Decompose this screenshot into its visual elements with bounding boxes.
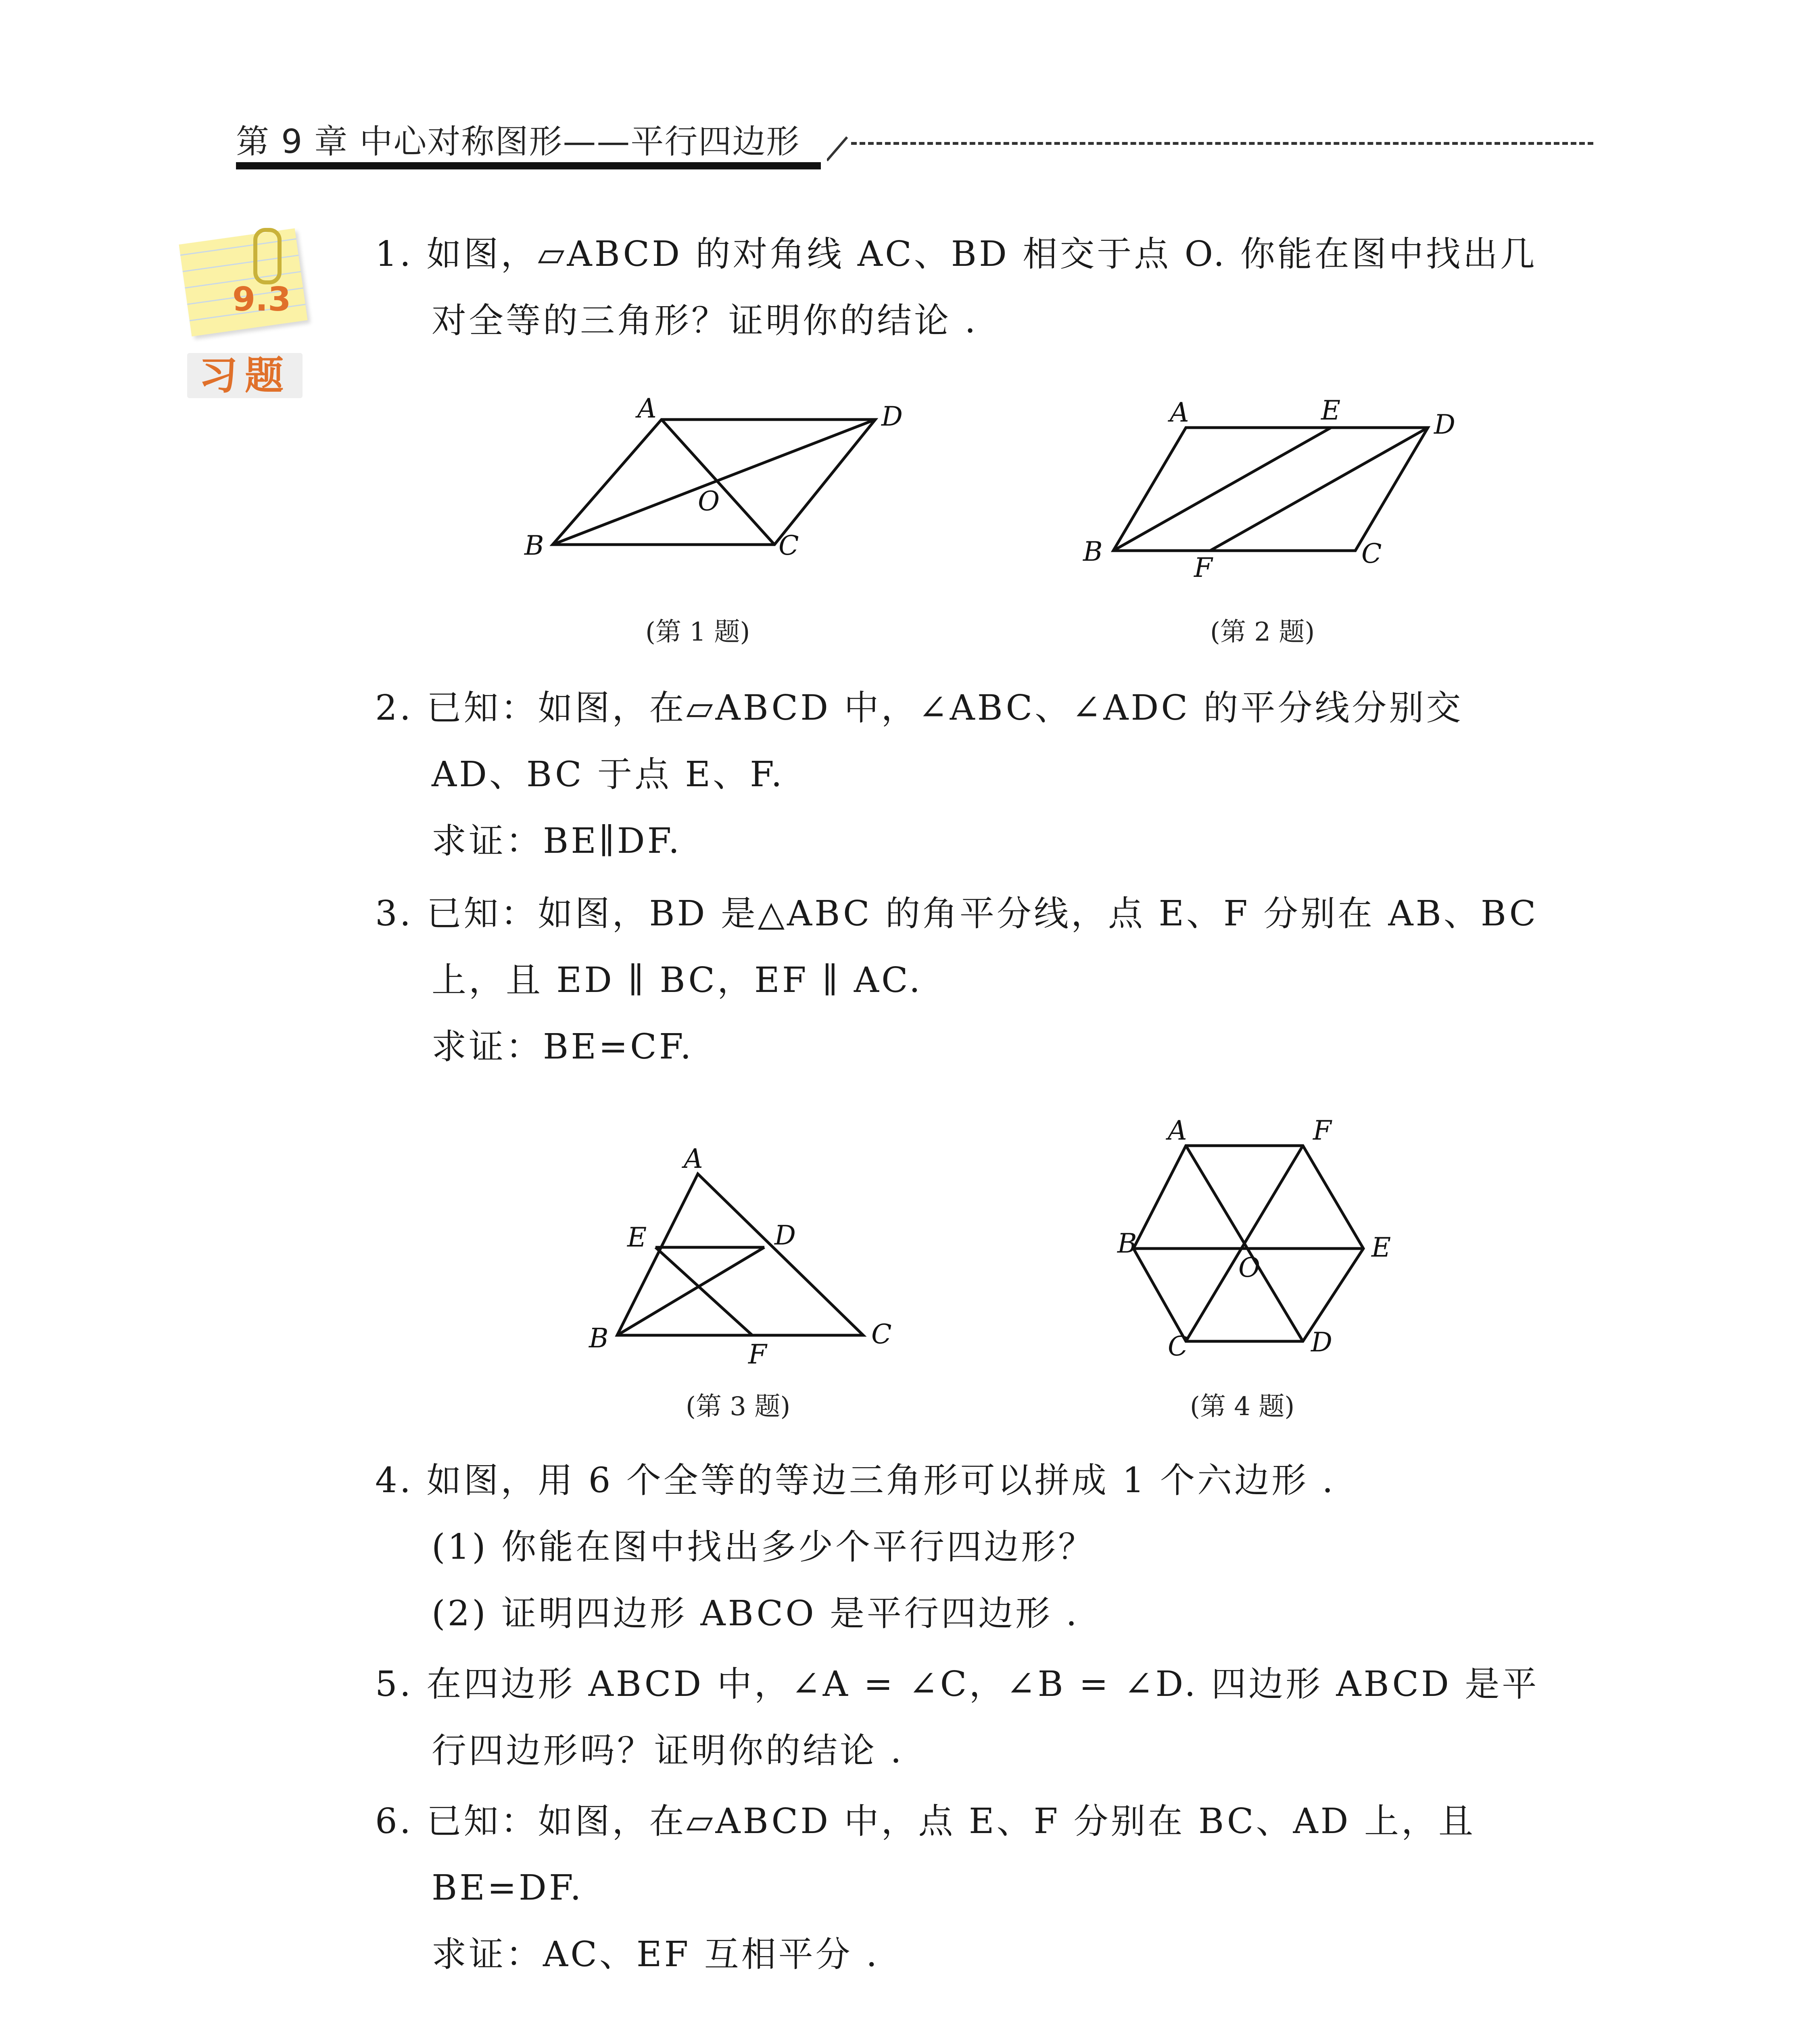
label-o: O xyxy=(1238,1252,1261,1283)
label-a: A xyxy=(1170,397,1189,428)
label-d: D xyxy=(774,1220,796,1251)
problem-3-text-cont: 上，且 ED ∥ BC，EF ∥ AC. xyxy=(432,960,923,1000)
header-rule xyxy=(236,162,821,169)
header-slash xyxy=(827,133,851,161)
problem-5-text: 5. 在四边形 ABCD 中，∠A = ∠C，∠B = ∠D. 四边形 ABCD 是平 xyxy=(375,1664,1539,1704)
parallelogram-abcd xyxy=(1113,428,1428,551)
hexagon-afedcb xyxy=(1133,1146,1363,1341)
problem-4-part-2: (2) 证明四边形 ABCO 是平行四边形 . xyxy=(432,1593,1079,1634)
label-f: F xyxy=(1313,1115,1332,1146)
label-a: A xyxy=(1168,1115,1187,1146)
header-dashed-line xyxy=(851,142,1593,145)
problem-2-prove: 求证：BE∥DF. xyxy=(432,821,682,861)
figure-4 xyxy=(1097,1113,1420,1363)
label-e: E xyxy=(627,1222,647,1253)
problem-2-text: 2. 已知：如图，在▱ABCD 中，∠ABC、∠ADC 的平分线分别交 xyxy=(375,688,1463,728)
problem-3-prove: 求证：BE=CF. xyxy=(432,1027,694,1067)
label-f: F xyxy=(748,1339,767,1370)
problem-4-text: 4. 如图，用 6 个全等的等边三角形可以拼成 1 个六边形 . xyxy=(375,1460,1336,1501)
label-b: B xyxy=(1117,1228,1137,1259)
figure-1-caption: (第 1 题) xyxy=(645,617,750,647)
label-c: C xyxy=(1361,538,1382,569)
diagonal-ac xyxy=(662,420,774,545)
problem-1-text-cont: 对全等的三角形？证明你的结论 . xyxy=(432,301,978,341)
label-o: O xyxy=(698,486,720,517)
figure-2-caption: (第 2 题) xyxy=(1210,617,1315,647)
problem-1-text: 1. 如图，▱ABCD 的对角线 AC、BD 相交于点 O. 你能在图中找出几 xyxy=(375,234,1537,274)
problem-4-part-1: (1) 你能在图中找出多少个平行四边形？ xyxy=(432,1527,1096,1567)
problem-6-text-cont: BE=DF. xyxy=(432,1868,584,1908)
label-f: F xyxy=(1194,552,1213,583)
label-c: C xyxy=(779,530,799,561)
problem-6-prove: 求证：AC、EF 互相平分 . xyxy=(432,1934,880,1975)
problem-3-text: 3. 已知：如图，BD 是△ABC 的角平分线，点 E、F 分别在 AB、BC xyxy=(375,894,1538,934)
label-a: A xyxy=(637,393,657,424)
problem-2-text-cont: AD、BC 于点 E、F. xyxy=(432,754,785,795)
figure-1 xyxy=(516,393,960,585)
figure-3 xyxy=(581,1138,944,1370)
figure-3-caption: (第 3 题) xyxy=(686,1392,791,1422)
paperclip-icon xyxy=(253,228,282,284)
label-a: A xyxy=(684,1143,703,1174)
label-d: D xyxy=(881,401,903,432)
label-c: C xyxy=(1168,1331,1188,1362)
problem-5-text-cont: 行四边形吗？证明你的结论 . xyxy=(432,1731,904,1771)
label-d: D xyxy=(1434,409,1455,440)
label-b: B xyxy=(524,530,544,561)
triangle-abc xyxy=(617,1174,863,1335)
label-c: C xyxy=(871,1319,892,1350)
figure-4-caption: (第 4 题) xyxy=(1190,1392,1295,1422)
section-number: 9.3 xyxy=(232,280,291,319)
label-e: E xyxy=(1371,1232,1391,1263)
segment-fd xyxy=(1210,428,1428,551)
segment-ef xyxy=(655,1247,752,1335)
problem-6-text: 6. 已知：如图，在▱ABCD 中，点 E、F 分别在 BC、AD 上，且 xyxy=(375,1801,1476,1842)
label-b: B xyxy=(1083,536,1103,567)
label-b: B xyxy=(589,1323,609,1354)
figure-2 xyxy=(1073,395,1476,589)
chapter-header: 第 9 章 中心对称图形——平行四边形 xyxy=(236,123,800,161)
segment-be xyxy=(1113,428,1331,551)
diagonal-bd xyxy=(553,420,875,545)
label-d: D xyxy=(1311,1327,1332,1358)
exercise-label: 习题 xyxy=(187,353,303,398)
exercise-badge xyxy=(185,236,306,405)
label-e: E xyxy=(1321,395,1341,426)
